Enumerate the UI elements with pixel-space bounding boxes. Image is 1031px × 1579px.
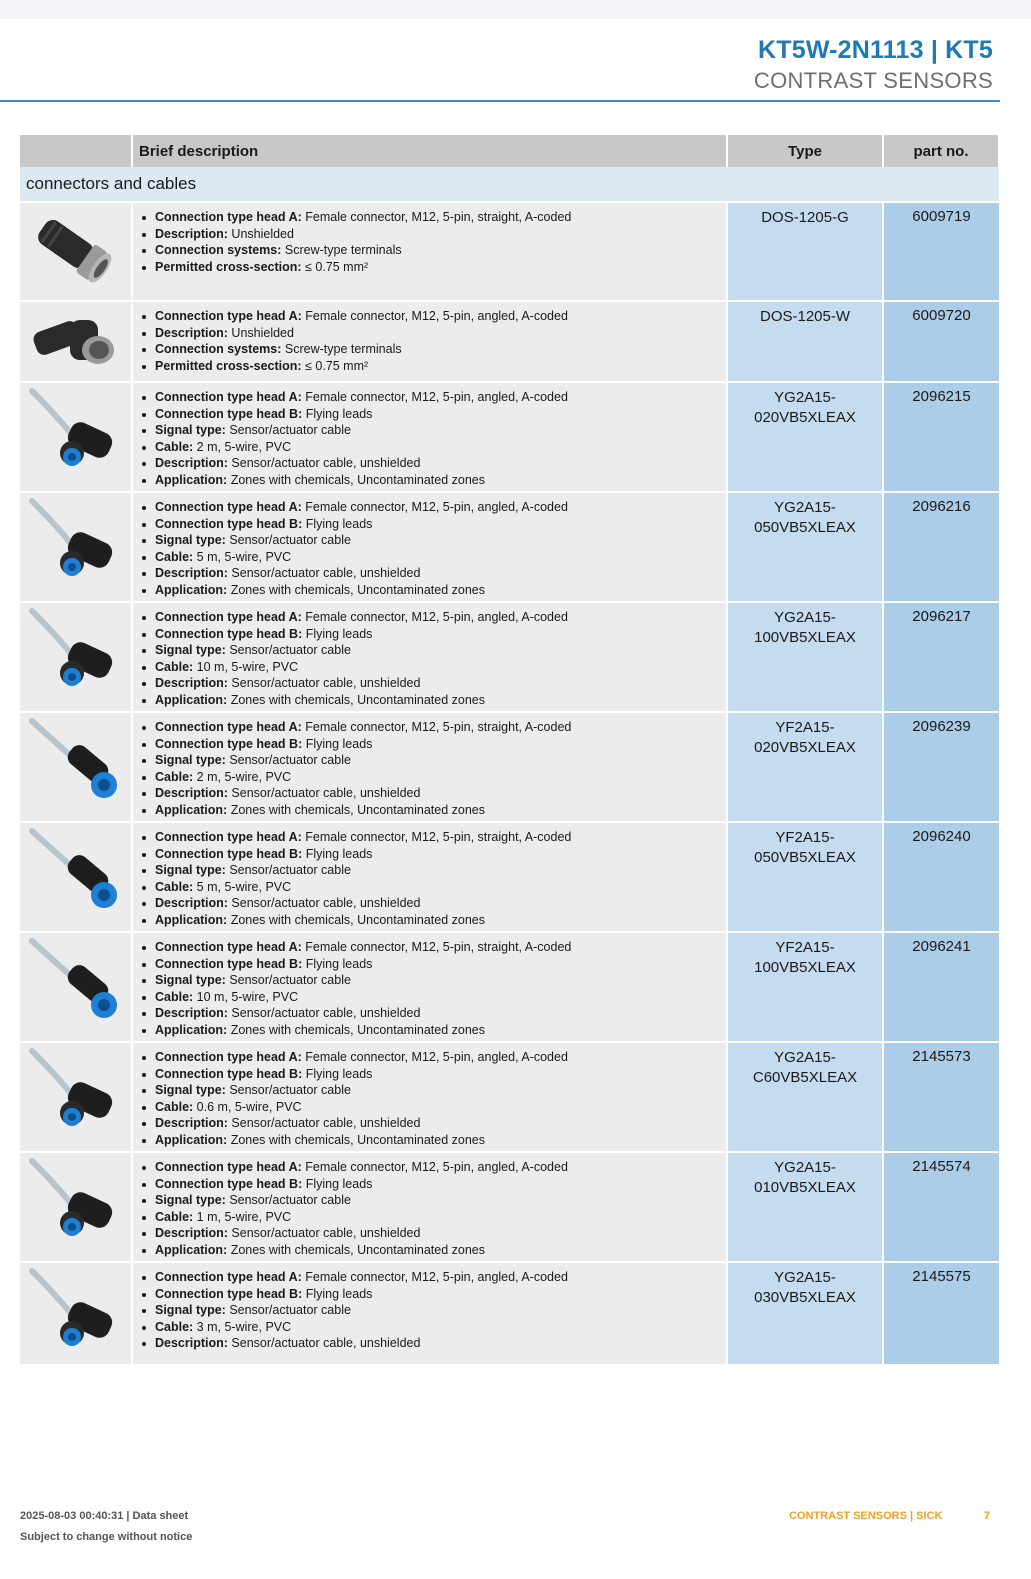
spec-item bbox=[155, 626, 722, 643]
cable-angled-icon bbox=[28, 1157, 124, 1254]
description-cell bbox=[132, 822, 727, 932]
spec-value: Female connector, M12, 5-pin, angled, A-coded bbox=[301, 309, 568, 323]
table-row bbox=[20, 602, 999, 712]
spec-item bbox=[155, 972, 722, 989]
spec-value: Zones with chemicals, Uncontaminated zones bbox=[227, 582, 485, 597]
type-code: DOS-1205-W bbox=[759, 308, 851, 325]
header-divider bbox=[0, 100, 1000, 102]
description-cell bbox=[132, 712, 727, 822]
spec-item bbox=[155, 209, 722, 226]
type-cell bbox=[727, 492, 883, 602]
spec-label: Permitted cross-section: bbox=[155, 358, 302, 373]
spec-value: Female connector, M12, 5-pin, straight, A-coded bbox=[301, 720, 572, 734]
spec-item bbox=[155, 308, 722, 325]
spec-label: Connection type head A: bbox=[155, 940, 302, 954]
spec-value: 10 m, 5-wire, PVC bbox=[193, 989, 299, 1004]
table-row bbox=[20, 932, 999, 1042]
spec-list bbox=[137, 499, 722, 598]
spec-item bbox=[155, 341, 722, 358]
spec-item bbox=[155, 242, 722, 259]
spec-value: Zones with chemicals, Uncontaminated zones bbox=[227, 692, 485, 707]
spec-item bbox=[155, 1225, 722, 1242]
spec-item bbox=[155, 769, 722, 786]
spec-value: 0.6 m, 5-wire, PVC bbox=[193, 1099, 302, 1114]
spec-label: Connection type head A: bbox=[155, 1160, 302, 1174]
part-number: 2096216 bbox=[883, 492, 999, 602]
spec-item bbox=[155, 582, 722, 599]
product-image-cell bbox=[20, 602, 132, 712]
spec-item bbox=[155, 1319, 722, 1336]
spec-value: Sensor/actuator cable, unshielded bbox=[227, 1116, 421, 1130]
spec-label: Description: bbox=[155, 1336, 228, 1350]
spec-value: Screw-type terminals bbox=[281, 243, 402, 257]
type-code: YG2A15-050VB5XLEAX bbox=[754, 499, 856, 536]
type-cell bbox=[727, 382, 883, 492]
spec-label: Application: bbox=[155, 1132, 228, 1147]
type-code: YG2A15-010VB5XLEAX bbox=[754, 1159, 856, 1196]
spec-value: Flying leads bbox=[302, 626, 373, 641]
spec-value: Flying leads bbox=[302, 846, 373, 861]
spec-item bbox=[155, 752, 722, 769]
spec-item bbox=[155, 532, 722, 549]
cable-straight-icon bbox=[28, 937, 124, 1034]
spec-value: Female connector, M12, 5-pin, straight, A-coded bbox=[301, 830, 572, 844]
description-cell bbox=[132, 301, 727, 382]
spec-value: Zones with chemicals, Uncontaminated zones bbox=[227, 1242, 485, 1257]
part-number: 2096215 bbox=[883, 382, 999, 492]
spec-item bbox=[155, 325, 722, 342]
cable-angled-icon bbox=[28, 497, 124, 594]
product-image-cell bbox=[20, 1152, 132, 1262]
spec-item bbox=[155, 1066, 722, 1083]
spec-value: Screw-type terminals bbox=[281, 342, 402, 356]
table-row bbox=[20, 301, 999, 382]
spec-item bbox=[155, 659, 722, 676]
spec-value: 1 m, 5-wire, PVC bbox=[193, 1209, 292, 1224]
spec-item bbox=[155, 989, 722, 1006]
spec-label: Signal type: bbox=[155, 423, 226, 437]
spec-label: Cable: bbox=[155, 1099, 194, 1114]
spec-item bbox=[155, 389, 722, 406]
spec-value: 5 m, 5-wire, PVC bbox=[193, 879, 292, 894]
table-row bbox=[20, 712, 999, 822]
spec-list bbox=[137, 1269, 722, 1352]
type-code: YF2A15-020VB5XLEAX bbox=[754, 719, 856, 756]
table-row bbox=[20, 382, 999, 492]
spec-label: Signal type: bbox=[155, 1193, 226, 1207]
spec-value: Zones with chemicals, Uncontaminated zones bbox=[227, 912, 485, 927]
spec-item bbox=[155, 1269, 722, 1286]
spec-item bbox=[155, 785, 722, 802]
spec-label: Application: bbox=[155, 802, 228, 817]
spec-label: Cable: bbox=[155, 549, 194, 564]
spec-label: Cable: bbox=[155, 769, 194, 784]
spec-label: Cable: bbox=[155, 1319, 194, 1334]
type-cell bbox=[727, 712, 883, 822]
spec-list bbox=[137, 389, 722, 488]
type-cell bbox=[727, 1262, 883, 1365]
spec-label: Application: bbox=[155, 692, 228, 707]
spec-label: Signal type: bbox=[155, 1303, 226, 1317]
spec-label: Connection type head A: bbox=[155, 1050, 302, 1064]
spec-item bbox=[155, 1242, 722, 1259]
spec-value: Sensor/actuator cable, unshielded bbox=[227, 456, 421, 470]
part-number: 2145575 bbox=[883, 1262, 999, 1365]
spec-label: Description: bbox=[155, 456, 228, 470]
part-number: 2096240 bbox=[883, 822, 999, 932]
spec-label: Description: bbox=[155, 566, 228, 580]
spec-label: Connection type head B: bbox=[155, 516, 303, 531]
column-header-type: Type bbox=[727, 135, 883, 167]
product-image-cell bbox=[20, 932, 132, 1042]
table-row bbox=[20, 1262, 999, 1365]
spec-item bbox=[155, 1192, 722, 1209]
spec-item bbox=[155, 1209, 722, 1226]
spec-list bbox=[137, 829, 722, 928]
spec-label: Description: bbox=[155, 1006, 228, 1020]
spec-label: Signal type: bbox=[155, 973, 226, 987]
spec-item bbox=[155, 846, 722, 863]
spec-value: Female connector, M12, 5-pin, angled, A-coded bbox=[301, 1050, 568, 1064]
type-cell bbox=[727, 202, 883, 301]
spec-label: Signal type: bbox=[155, 1083, 226, 1097]
spec-label: Cable: bbox=[155, 439, 194, 454]
section-row bbox=[20, 167, 999, 202]
spec-label: Application: bbox=[155, 1242, 228, 1257]
spec-list bbox=[137, 1159, 722, 1258]
spec-value: Sensor/actuator cable bbox=[225, 753, 351, 767]
connector-angled-icon bbox=[28, 306, 124, 381]
column-header-description: Brief description bbox=[132, 135, 727, 167]
cable-angled-icon bbox=[28, 1047, 124, 1144]
description-cell bbox=[132, 932, 727, 1042]
spec-value: Female connector, M12, 5-pin, angled, A-coded bbox=[301, 1160, 568, 1174]
spec-item bbox=[155, 1005, 722, 1022]
footer-brand: CONTRAST SENSORS | SICK bbox=[789, 1510, 943, 1522]
description-cell bbox=[132, 602, 727, 712]
spec-item bbox=[155, 455, 722, 472]
spec-item bbox=[155, 259, 722, 276]
spec-item bbox=[155, 609, 722, 626]
spec-value: Sensor/actuator cable bbox=[225, 973, 351, 987]
spec-value: Sensor/actuator cable, unshielded bbox=[227, 566, 421, 580]
spec-value: 2 m, 5-wire, PVC bbox=[193, 769, 292, 784]
spec-label: Description: bbox=[155, 325, 228, 340]
footer-notice: Subject to change without notice bbox=[20, 1531, 193, 1543]
spec-label: Description: bbox=[155, 676, 228, 690]
table-row bbox=[20, 202, 999, 301]
product-image-cell bbox=[20, 202, 132, 301]
type-cell bbox=[727, 301, 883, 382]
spec-value: Sensor/actuator cable bbox=[225, 643, 351, 657]
spec-item bbox=[155, 1286, 722, 1303]
spec-value: Sensor/actuator cable, unshielded bbox=[227, 1226, 421, 1240]
spec-item bbox=[155, 1049, 722, 1066]
spec-label: Connection type head B: bbox=[155, 406, 303, 421]
spec-value: Female connector, M12, 5-pin, straight, A-coded bbox=[301, 940, 572, 954]
spec-item bbox=[155, 956, 722, 973]
spec-label: Cable: bbox=[155, 989, 194, 1004]
spec-item bbox=[155, 1082, 722, 1099]
spec-item bbox=[155, 1022, 722, 1039]
spec-value: Zones with chemicals, Uncontaminated zones bbox=[227, 1022, 485, 1037]
spec-value: Flying leads bbox=[302, 406, 373, 421]
spec-value: Unshielded bbox=[227, 325, 294, 340]
spec-item bbox=[155, 719, 722, 736]
part-number: 2145573 bbox=[883, 1042, 999, 1152]
spec-label: Connection type head B: bbox=[155, 956, 303, 971]
spec-item bbox=[155, 472, 722, 489]
spec-item bbox=[155, 736, 722, 753]
spec-item bbox=[155, 675, 722, 692]
spec-value: Unshielded bbox=[227, 226, 294, 241]
description-cell bbox=[132, 202, 727, 301]
spec-value: Zones with chemicals, Uncontaminated zones bbox=[227, 802, 485, 817]
spec-value: Sensor/actuator cable bbox=[225, 1193, 351, 1207]
spec-value: Flying leads bbox=[302, 516, 373, 531]
spec-item bbox=[155, 1302, 722, 1319]
table-row bbox=[20, 822, 999, 932]
type-code-line: C60VB5XLEAX bbox=[752, 1069, 858, 1086]
spec-value: Flying leads bbox=[302, 1286, 373, 1301]
table-header-row bbox=[20, 135, 999, 167]
spec-value: Flying leads bbox=[302, 736, 373, 751]
part-number: 6009719 bbox=[883, 202, 999, 301]
accessories-table bbox=[20, 135, 1000, 1366]
part-number: 2096241 bbox=[883, 932, 999, 1042]
spec-label: Connection type head B: bbox=[155, 736, 303, 751]
spec-list bbox=[137, 939, 722, 1038]
spec-value: Sensor/actuator cable, unshielded bbox=[227, 1336, 421, 1350]
spec-item bbox=[155, 642, 722, 659]
spec-value: Flying leads bbox=[302, 956, 373, 971]
column-header-image bbox=[20, 135, 132, 167]
product-image-cell bbox=[20, 1042, 132, 1152]
spec-value: Sensor/actuator cable bbox=[225, 423, 351, 437]
spec-label: Connection systems: bbox=[155, 342, 282, 356]
type-code: YG2A15-100VB5XLEAX bbox=[754, 609, 856, 646]
spec-label: Connection type head B: bbox=[155, 1176, 303, 1191]
spec-item bbox=[155, 879, 722, 896]
spec-label: Connection type head B: bbox=[155, 1066, 303, 1081]
type-cell bbox=[727, 1042, 883, 1152]
spec-value: Zones with chemicals, Uncontaminated zones bbox=[227, 1132, 485, 1147]
spec-value: 3 m, 5-wire, PVC bbox=[193, 1319, 292, 1334]
spec-label: Permitted cross-section: bbox=[155, 259, 302, 274]
type-code: YG2A15-030VB5XLEAX bbox=[754, 1269, 856, 1306]
spec-value: Sensor/actuator cable bbox=[225, 1083, 351, 1097]
spec-value: 2 m, 5-wire, PVC bbox=[193, 439, 292, 454]
spec-value: Sensor/actuator cable, unshielded bbox=[227, 676, 421, 690]
part-number: 2096217 bbox=[883, 602, 999, 712]
spec-list bbox=[137, 1049, 722, 1148]
table-row bbox=[20, 1042, 999, 1152]
description-cell bbox=[132, 1042, 727, 1152]
part-number: 2145574 bbox=[883, 1152, 999, 1262]
product-image-cell bbox=[20, 492, 132, 602]
spec-label: Description: bbox=[155, 226, 228, 241]
page-title: KT5W-2N1113 | KT5 bbox=[758, 36, 993, 64]
spec-item bbox=[155, 692, 722, 709]
spec-value: Sensor/actuator cable, unshielded bbox=[227, 786, 421, 800]
spec-item bbox=[155, 1132, 722, 1149]
spec-label: Connection systems: bbox=[155, 243, 282, 257]
spec-label: Connection type head A: bbox=[155, 720, 302, 734]
top-bar bbox=[0, 0, 1031, 19]
spec-label: Connection type head A: bbox=[155, 1270, 302, 1284]
spec-label: Description: bbox=[155, 786, 228, 800]
spec-item bbox=[155, 1099, 722, 1116]
spec-label: Signal type: bbox=[155, 753, 226, 767]
spec-item bbox=[155, 406, 722, 423]
spec-item bbox=[155, 1335, 722, 1352]
table-row bbox=[20, 1152, 999, 1262]
type-code: YF2A15-050VB5XLEAX bbox=[754, 829, 856, 866]
cable-angled-icon bbox=[28, 1267, 124, 1364]
spec-value: Female connector, M12, 5-pin, straight, A-coded bbox=[301, 210, 572, 224]
spec-value: Sensor/actuator cable bbox=[225, 533, 351, 547]
spec-item bbox=[155, 912, 722, 929]
spec-value: ≤ 0.75 mm² bbox=[301, 259, 369, 274]
table-row bbox=[20, 492, 999, 602]
spec-item bbox=[155, 802, 722, 819]
spec-label: Cable: bbox=[155, 659, 194, 674]
spec-label: Description: bbox=[155, 896, 228, 910]
spec-value: 10 m, 5-wire, PVC bbox=[193, 659, 299, 674]
cable-straight-icon bbox=[28, 827, 124, 924]
footer-date: 2025-08-03 00:40:31 | Data sheet bbox=[20, 1510, 189, 1522]
section-label: connectors and cables bbox=[20, 167, 999, 202]
type-code: YG2A15-020VB5XLEAX bbox=[754, 389, 856, 426]
spec-label: Cable: bbox=[155, 1209, 194, 1224]
spec-value: Flying leads bbox=[302, 1066, 373, 1081]
spec-item bbox=[155, 439, 722, 456]
connector-straight-icon bbox=[28, 207, 124, 298]
spec-label: Connection type head A: bbox=[155, 390, 302, 404]
description-cell bbox=[132, 1262, 727, 1365]
spec-item bbox=[155, 565, 722, 582]
spec-item bbox=[155, 1159, 722, 1176]
spec-item bbox=[155, 862, 722, 879]
product-image-cell bbox=[20, 1262, 132, 1365]
spec-value: Sensor/actuator cable bbox=[225, 1303, 351, 1317]
spec-item bbox=[155, 1176, 722, 1193]
type-cell bbox=[727, 602, 883, 712]
type-cell bbox=[727, 932, 883, 1042]
spec-item bbox=[155, 516, 722, 533]
page-number: 7 bbox=[984, 1510, 991, 1522]
cable-straight-icon bbox=[28, 717, 124, 814]
spec-item bbox=[155, 422, 722, 439]
spec-label: Signal type: bbox=[155, 863, 226, 877]
page-subtitle: CONTRAST SENSORS bbox=[753, 68, 993, 93]
description-cell bbox=[132, 1152, 727, 1262]
product-image-cell bbox=[20, 382, 132, 492]
spec-list bbox=[137, 209, 722, 275]
spec-item bbox=[155, 226, 722, 243]
type-cell bbox=[727, 822, 883, 932]
spec-value: 5 m, 5-wire, PVC bbox=[193, 549, 292, 564]
spec-value: ≤ 0.75 mm² bbox=[301, 358, 369, 373]
part-number: 2096239 bbox=[883, 712, 999, 822]
spec-label: Connection type head A: bbox=[155, 309, 302, 323]
spec-label: Connection type head B: bbox=[155, 1286, 303, 1301]
description-cell bbox=[132, 382, 727, 492]
spec-item bbox=[155, 1115, 722, 1132]
spec-value: Sensor/actuator cable, unshielded bbox=[227, 1006, 421, 1020]
spec-value: Zones with chemicals, Uncontaminated zones bbox=[227, 472, 485, 487]
spec-value: Female connector, M12, 5-pin, angled, A-coded bbox=[301, 390, 568, 404]
spec-value: Sensor/actuator cable, unshielded bbox=[227, 896, 421, 910]
spec-label: Application: bbox=[155, 912, 228, 927]
spec-label: Connection type head A: bbox=[155, 210, 302, 224]
spec-value: Female connector, M12, 5-pin, angled, A-coded bbox=[301, 1270, 568, 1284]
spec-list bbox=[137, 609, 722, 708]
cable-angled-icon bbox=[28, 387, 124, 484]
column-header-part-no: part no. bbox=[883, 135, 999, 167]
spec-item bbox=[155, 939, 722, 956]
spec-value: Female connector, M12, 5-pin, angled, A-coded bbox=[301, 610, 568, 624]
spec-label: Application: bbox=[155, 582, 228, 597]
spec-label: Application: bbox=[155, 1022, 228, 1037]
spec-label: Connection type head B: bbox=[155, 846, 303, 861]
product-image-cell bbox=[20, 822, 132, 932]
description-cell bbox=[132, 492, 727, 602]
product-image-cell bbox=[20, 712, 132, 822]
cable-angled-icon bbox=[28, 607, 124, 704]
spec-item bbox=[155, 499, 722, 516]
spec-label: Signal type: bbox=[155, 533, 226, 547]
product-image-cell bbox=[20, 301, 132, 382]
spec-label: Description: bbox=[155, 1226, 228, 1240]
type-code: YF2A15-100VB5XLEAX bbox=[754, 939, 856, 976]
spec-list bbox=[137, 308, 722, 374]
spec-label: Application: bbox=[155, 472, 228, 487]
spec-label: Cable: bbox=[155, 879, 194, 894]
spec-item bbox=[155, 895, 722, 912]
spec-value: Flying leads bbox=[302, 1176, 373, 1191]
spec-value: Sensor/actuator cable bbox=[225, 863, 351, 877]
spec-label: Connection type head A: bbox=[155, 500, 302, 514]
type-code: DOS-1205-G bbox=[761, 209, 849, 226]
spec-label: Connection type head A: bbox=[155, 830, 302, 844]
type-code-line: YG2A15- bbox=[774, 1049, 836, 1066]
spec-label: Description: bbox=[155, 1116, 228, 1130]
type-cell bbox=[727, 1152, 883, 1262]
spec-label: Connection type head B: bbox=[155, 626, 303, 641]
spec-value: Female connector, M12, 5-pin, angled, A-coded bbox=[301, 500, 568, 514]
spec-item bbox=[155, 829, 722, 846]
spec-list bbox=[137, 719, 722, 818]
part-number: 6009720 bbox=[883, 301, 999, 382]
spec-item bbox=[155, 549, 722, 566]
spec-label: Connection type head A: bbox=[155, 610, 302, 624]
spec-item bbox=[155, 358, 722, 375]
spec-label: Signal type: bbox=[155, 643, 226, 657]
